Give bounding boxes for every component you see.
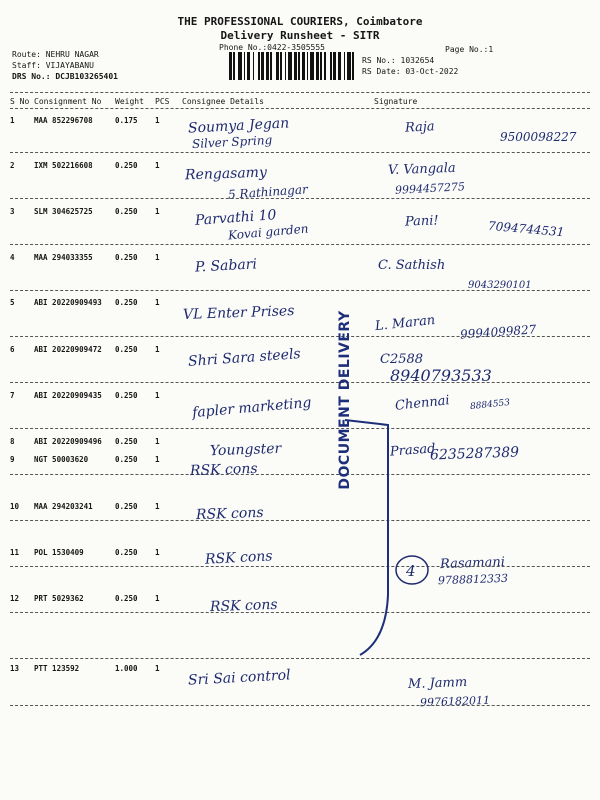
- receiver-signature: Chennai: [394, 393, 451, 414]
- row-consignment: IXM 502216608: [34, 161, 93, 170]
- receiver-signature: L. Maran: [374, 312, 436, 335]
- row-pcs: 1: [155, 116, 160, 125]
- row-sno: 5: [10, 298, 15, 307]
- consignee-handwriting: Parvathi 10: [194, 207, 277, 229]
- staff: Staff: VIJAYABANU: [12, 61, 94, 70]
- row-consignment: ABI 20220909493: [34, 298, 102, 307]
- row-divider: [10, 152, 590, 153]
- rs-date: RS Date: 03-Oct-2022: [362, 67, 459, 76]
- row-sno: 3: [10, 207, 15, 216]
- consignee-handwriting: RSK cons: [189, 460, 258, 480]
- row-pcs: 1: [155, 548, 160, 557]
- svg-text:4: 4: [406, 562, 416, 580]
- row-consignment: PTT 123592: [34, 664, 80, 673]
- consignee-handwriting-line2: Kovai garden: [227, 221, 310, 243]
- drs-number: DRS No.: DCJB103265401: [12, 72, 118, 81]
- row-pcs: 1: [155, 502, 160, 511]
- row-weight: 0.250: [115, 207, 138, 216]
- row-pcs: 1: [155, 391, 160, 400]
- stamp-label: DOCUMENT DELIVERY: [337, 310, 353, 490]
- row-divider: [10, 566, 590, 567]
- row-consignment: ABI 20220909496: [34, 437, 102, 446]
- row-pcs: 1: [155, 161, 160, 170]
- row-consignment: MAA 294033355: [34, 253, 93, 262]
- row-pcs: 1: [155, 298, 160, 307]
- row-divider: [10, 336, 590, 337]
- consignee-handwriting-line2: 5 Rathinagar: [227, 182, 309, 202]
- col-signature: Signature: [374, 97, 418, 106]
- row-consignment: POL 1530409: [34, 548, 84, 557]
- receiver-phone: 8884553: [469, 397, 511, 413]
- consignee-handwriting: fapler marketing: [191, 394, 313, 422]
- consignee-handwriting-line2: Silver Spring: [191, 132, 273, 152]
- row-weight: 0.250: [115, 455, 138, 464]
- row-divider: [10, 382, 590, 383]
- consignee-handwriting: VL Enter Prises: [182, 303, 295, 323]
- receiver-phone: 9976182011: [419, 693, 491, 710]
- row-consignment: ABI 20220909472: [34, 345, 102, 354]
- row-divider: [10, 474, 590, 475]
- stamp-bracket: [340, 415, 400, 665]
- col-weight: Weight: [115, 97, 144, 106]
- row-divider: [10, 705, 590, 706]
- row-weight: 0.250: [115, 594, 138, 603]
- row-consignment: MAA 294203241: [34, 502, 93, 511]
- row-consignment: SLM 304625725: [34, 207, 93, 216]
- rs-number: RS No.: 1032654: [362, 56, 435, 65]
- row-consignment: PRT 5029362: [34, 594, 84, 603]
- row-pcs: 1: [155, 253, 160, 262]
- row-sno: 10: [10, 502, 20, 511]
- receiver-signature: Prasad: [389, 441, 436, 460]
- row-sno: 12: [10, 594, 20, 603]
- row-weight: 1.000: [115, 664, 138, 673]
- phone-number: Phone No.:0422-3505555: [219, 43, 325, 52]
- row-sno: 7: [10, 391, 15, 400]
- company-title: THE PROFESSIONAL COURIERS, Coimbatore: [177, 15, 423, 28]
- row-sno: 1: [10, 116, 15, 125]
- row-divider: [10, 290, 590, 291]
- page-number: Page No.:1: [445, 45, 494, 54]
- runsheet-subtitle: Delivery Runsheet - SITR: [220, 29, 380, 42]
- row-sno: 11: [10, 548, 20, 557]
- row-pcs: 1: [155, 207, 160, 216]
- receiver-phone: 6235287389: [429, 444, 520, 464]
- consignee-handwriting: Youngster: [209, 440, 282, 460]
- receiver-signature: M. Jamm: [407, 674, 468, 693]
- row-pcs: 1: [155, 437, 160, 446]
- row-consignment: ABI 20220909435: [34, 391, 102, 400]
- header-divider-bottom: [10, 108, 590, 109]
- consignee-handwriting: RSK cons: [195, 504, 264, 524]
- circled-four-mark: [392, 552, 432, 588]
- receiver-phone: 9500098227: [500, 130, 577, 144]
- row-pcs: 1: [155, 594, 160, 603]
- header-divider-top: [10, 92, 590, 93]
- receiver-signature: Rasamani: [439, 554, 506, 573]
- col-consignment: Consignment No: [34, 97, 102, 106]
- consignee-handwriting: P. Sabari: [194, 256, 258, 276]
- row-divider: [10, 244, 590, 245]
- receiver-signature: C. Sathish: [378, 258, 446, 273]
- col-pcs: PCS: [155, 97, 170, 106]
- row-pcs: 1: [155, 455, 160, 464]
- row-divider: [10, 428, 590, 429]
- row-consignment: NGT 50003620: [34, 455, 89, 464]
- receiver-signature: Pani!: [404, 213, 439, 230]
- row-weight: 0.250: [115, 298, 138, 307]
- row-weight: 0.250: [115, 437, 138, 446]
- receiver-signature: C2588: [380, 352, 424, 367]
- receiver-phone: 9788812333: [437, 571, 509, 588]
- row-divider: [10, 658, 590, 659]
- barcode: [229, 52, 357, 80]
- row-weight: 0.250: [115, 345, 138, 354]
- row-sno: 8: [10, 437, 15, 446]
- row-divider: [10, 520, 590, 521]
- consignee-handwriting: Sri Sai control: [187, 667, 291, 689]
- consignee-handwriting: RSK cons: [209, 596, 278, 616]
- row-sno: 4: [10, 253, 15, 262]
- col-sno: S No: [10, 97, 30, 106]
- row-weight: 0.250: [115, 502, 138, 511]
- consignee-handwriting: RSK cons: [204, 548, 273, 568]
- row-weight: 0.175: [115, 116, 138, 125]
- route: Route: NEHRU NAGAR: [12, 50, 99, 59]
- receiver-phone: 9994099827: [459, 322, 537, 342]
- row-divider: [10, 612, 590, 613]
- row-sno: 6: [10, 345, 15, 354]
- receiver-phone: 8940793533: [390, 366, 492, 385]
- row-sno: 13: [10, 664, 20, 673]
- row-weight: 0.250: [115, 548, 138, 557]
- row-weight: 0.250: [115, 253, 138, 262]
- row-consignment: MAA 852296708: [34, 116, 93, 125]
- row-divider: [10, 198, 590, 199]
- row-sno: 9: [10, 455, 15, 464]
- row-weight: 0.250: [115, 391, 138, 400]
- receiver-signature: Raja: [404, 119, 435, 136]
- row-pcs: 1: [155, 664, 160, 673]
- col-consignee: Consignee Details: [182, 97, 264, 106]
- consignee-handwriting: Soumya Jegan: [187, 115, 290, 137]
- receiver-signature: V. Vangala: [387, 160, 456, 179]
- row-pcs: 1: [155, 345, 160, 354]
- receiver-phone: 9043290101: [468, 280, 532, 291]
- row-sno: 2: [10, 161, 15, 170]
- row-weight: 0.250: [115, 161, 138, 170]
- receiver-phone: 9994457275: [394, 180, 466, 197]
- receiver-phone: 7094744531: [487, 218, 565, 240]
- consignee-handwriting: Shri Sara steels: [187, 346, 302, 370]
- consignee-handwriting: Rengasamy: [184, 164, 268, 184]
